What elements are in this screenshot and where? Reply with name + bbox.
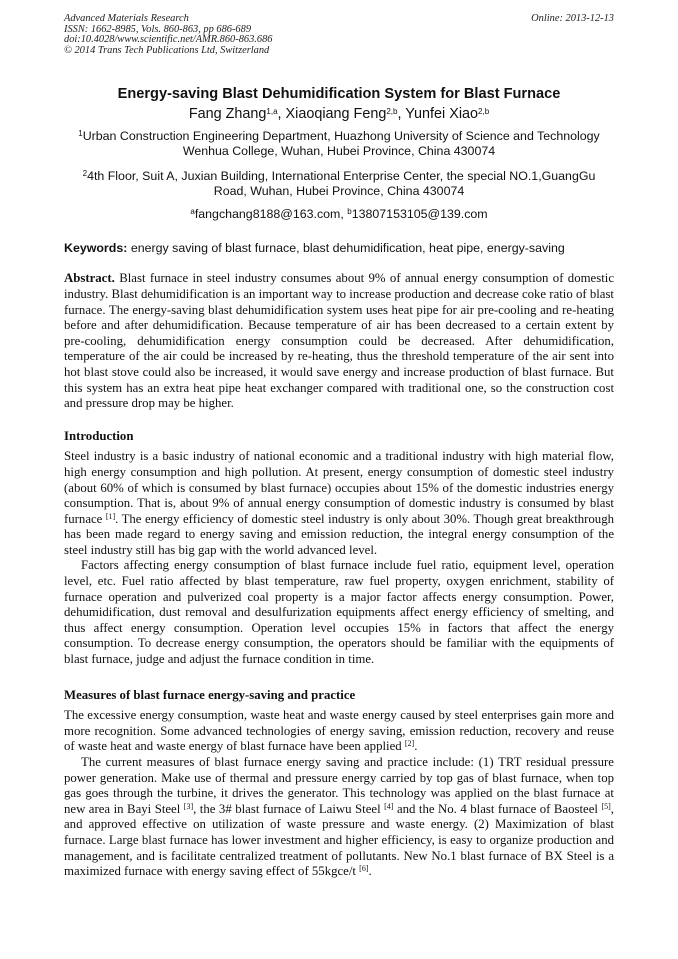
- text-span: The excessive energy consumption, waste heat and waste energy caused by steel enterprises gain more and more recognition. Some advanced technologies of energy saving, emission reduction, recovery and reuse of waste heat and waste energy of blast furnace have been applied: [64, 708, 614, 754]
- affiliation-2: [64, 169, 614, 199]
- text-span: , the 3# blast furnace of Laiwu Steel: [193, 801, 385, 816]
- paper-page: [64, 14, 614, 880]
- author-sup: 2,b: [478, 107, 490, 117]
- text-span: Steel industry is a basic industry of national economic and a traditional industry with high material flow, high energy consumption and high pollution. At present, energy consumption of domestic steel industry (about 60% of which is consumed by blast furnace) occupies about 15% of the domestic industries energy consumption. That is, about 9% of annual energy consumption of domestic industry is consumed by blast furnace: [64, 449, 614, 526]
- text-span: and the No. 4 blast furnace of Baosteel: [393, 801, 602, 816]
- paragraph: [64, 708, 614, 755]
- author-sup: 2,b: [386, 107, 398, 117]
- paragraph: Factors affecting energy consumption of blast furnace include fuel ratio, equipment level, operation level, etc. Fuel ratio affected by blast temperature, raw fuel property, oxygen enrichment, stability of furnace operation and pulverized coal property is a major factor affects energy consumption. Power, dehumidification, dust removal and desulfurization equipments affect energy efficiency of smelting, and thus affect energy consumption. Operation level occupies 15% in factors that affect the energy consumption. To decrease energy consumption, the operators should be familiar with the equipments of blast furnace, judge and adjust the furnace condition in time.: [64, 558, 614, 667]
- email-address[interactable]: 13807153105@139.com: [351, 207, 488, 222]
- keywords: [64, 241, 614, 256]
- text-span: The current measures of blast furnace energy saving and practice include: (1) TRT residual pressure power generation. Make use of thermal and pressure energy carried by top gas of blast furnace, when top gas goes through the turbine, it drives the generator. This technology was applied on the blast furnace at new area in Bayi Steel: [64, 755, 614, 816]
- affiliation-sup: 2: [82, 169, 88, 179]
- paragraph: [64, 449, 614, 558]
- online-date: Online: 2013-12-13: [531, 13, 614, 24]
- affiliation-sup: 1: [78, 129, 83, 139]
- abstract-label: Abstract.: [64, 271, 115, 286]
- email-address[interactable]: fangchang8188@163.com,: [194, 207, 344, 222]
- paragraph: [64, 755, 614, 880]
- email-line: [64, 207, 614, 222]
- author-list: Fang Zhang$^{1,a}$, Xiaoqiang Feng$^{2,b}$, Yunfei Xiao$^{2,b}$: [188, 106, 490, 123]
- text-span: .: [368, 864, 372, 879]
- affiliation-line: Urban Construction Engineering Department, Huazhong University of Science and Technology: [82, 129, 600, 144]
- paper-title: Energy-saving Blast Dehumidification System for Blast Furnace: [117, 86, 561, 103]
- keywords-text: energy saving of blast furnace, blast dehumidification, heat pipe, energy-saving: [130, 241, 565, 256]
- citation: [6]: [359, 864, 369, 874]
- copyright-line: © 2014 Trans Tech Publications Ltd, Switzerland: [64, 44, 270, 56]
- issn-line: ISSN: 1662-8985, Vols. 860-863, pp 686-689: [64, 23, 252, 35]
- email-sup: a: [190, 207, 195, 217]
- text-span: .: [414, 739, 418, 754]
- section-heading: Measures of blast furnace energy-saving and practice: [64, 687, 356, 702]
- journal-name: Advanced Materials Research: [64, 13, 189, 24]
- citation: [5]: [601, 801, 611, 811]
- doi-line: doi:10.4028/www.scientific.net/AMR.860-863.686: [64, 34, 273, 46]
- citation: [2]: [404, 739, 415, 749]
- affiliation-1: [64, 129, 614, 159]
- citation: [3]: [183, 801, 194, 811]
- abstract: [64, 271, 614, 411]
- journal-header: [64, 14, 614, 56]
- text-span: . The energy efficiency of domestic steel industry is only about 30%. Though great breakthrough has been made regard to energy saving and emission reduction, the integral energy consumption of the steel industry still has big gap with the world advanced level.: [64, 511, 614, 557]
- affiliation-line: Road, Wuhan, Hubei Province, China 430074: [213, 184, 465, 199]
- affiliation-line: 4th Floor, Suit A, Juxian Building, International Enterprise Center, the special NO.1,GuangGu: [87, 169, 596, 184]
- citation: [4]: [384, 801, 394, 811]
- citation: [1]: [105, 511, 116, 521]
- author-sup: 1,a: [266, 107, 278, 117]
- keywords-label: Keywords:: [64, 241, 128, 256]
- affiliation-line: Wenhua College, Wuhan, Hubei Province, China 430074: [182, 144, 496, 159]
- author-name: Xiaoqiang Feng: [285, 106, 387, 123]
- email-sup: b: [347, 207, 352, 217]
- text-span: , and approved effective on utilization of waste pressure and waste energy. (2) Maximization of blast furnace. Large blast furnace has lower investment and higher efficiency, is easy to organize production and management, and is facilitate centralized treatment of pollutants. New No.1 blast furnace of BX Steel is a maximized furnace with energy saving effect of 55kgce/t: [64, 801, 614, 879]
- section-heading: Introduction: [64, 428, 134, 443]
- abstract-text: Blast furnace in steel industry consumes about 9% of annual energy consumption of domestic industry. Blast dehumidification is an important way to increase production and decrease coke ratio of blast furnace. The energy-saving blast dehumidification system uses heat pipe for air pre-cooling and re-heating before and after dehumidification. Because temperature of air has been decreased to a certain extent by pre-cooling, dehumidification energy consumption could be decreased. After dehumidification, temperature of the air could be increased by re-heating, thus the threshold temperature of the air sent into hot blast stove could also be increased, it would save energy and increase production of blast furnace. But this system has an extra heat pipe heat exchanger compared with traditional one, so the construction cost and pressure drop may be higher.: [64, 271, 614, 411]
- author-name: Fang Zhang: [188, 106, 267, 123]
- author-name: Yunfei Xiao: [405, 106, 479, 123]
